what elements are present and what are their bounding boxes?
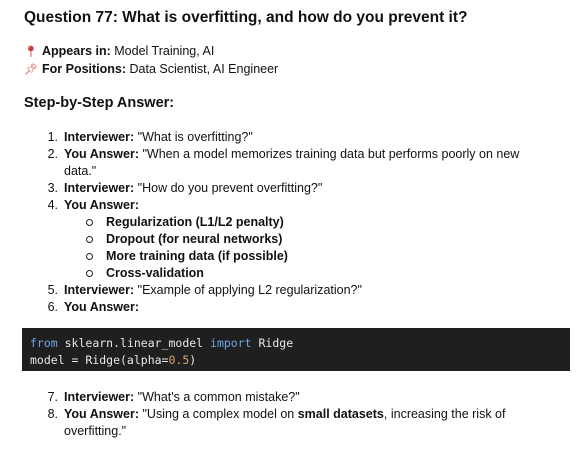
positions-value: Data Scientist, AI Engineer [129,62,279,76]
bullet-icon [86,219,93,226]
list-item: 4. You Answer: [47,198,140,212]
method-item: More training data (if possible) [64,248,540,265]
code-line-model: model = Ridge(alpha=0.5) [30,353,197,367]
steps-list-part2 [40,389,540,440]
list-item: 1. Interviewer: "What is overfitting?" [47,130,253,144]
list-item: 5. Interviewer: "Example of applying L2 regularization?" [47,283,362,297]
method-item: Cross-validation [64,265,540,282]
bullet-icon [86,236,93,243]
positions-label: For Positions: [42,62,127,76]
bullet-icon [86,253,93,260]
bullet-icon [86,270,93,277]
question-title: Question 77: What is overfitting, and how do you prevent it? [24,9,468,26]
list-item: 2. You Answer: "When a model memorizes training data but performs poorly on new data." [47,147,520,178]
code-block [22,328,570,371]
method-item: Dropout (for neural networks) [64,231,540,248]
method-item: Regularization (L1/L2 penalty) [64,214,540,231]
code-line-import: from sklearn.linear_model import Ridge [30,336,294,350]
list-item: 7. Interviewer: "What's a common mistake?" [47,390,300,404]
list-item: 3. Interviewer: "How do you prevent overfitting?" [47,181,323,195]
list-item: 8. You Answer: "Using a complex model on small datasets, increasing the risk of overfitting." [47,407,506,438]
steps-list-part1 [40,129,540,316]
appears-in-line [24,44,214,58]
round-pushpin-icon: 📍︎ [24,46,38,58]
section-heading: Step-by-Step Answer: [24,95,175,111]
appears-in-label: Appears in: [42,44,111,58]
list-item: 6. You Answer: [47,300,140,314]
positions-line [24,62,278,76]
appears-in-value: Model Training, AI [114,44,215,58]
pushpin-icon: 📌︎ [24,64,38,76]
